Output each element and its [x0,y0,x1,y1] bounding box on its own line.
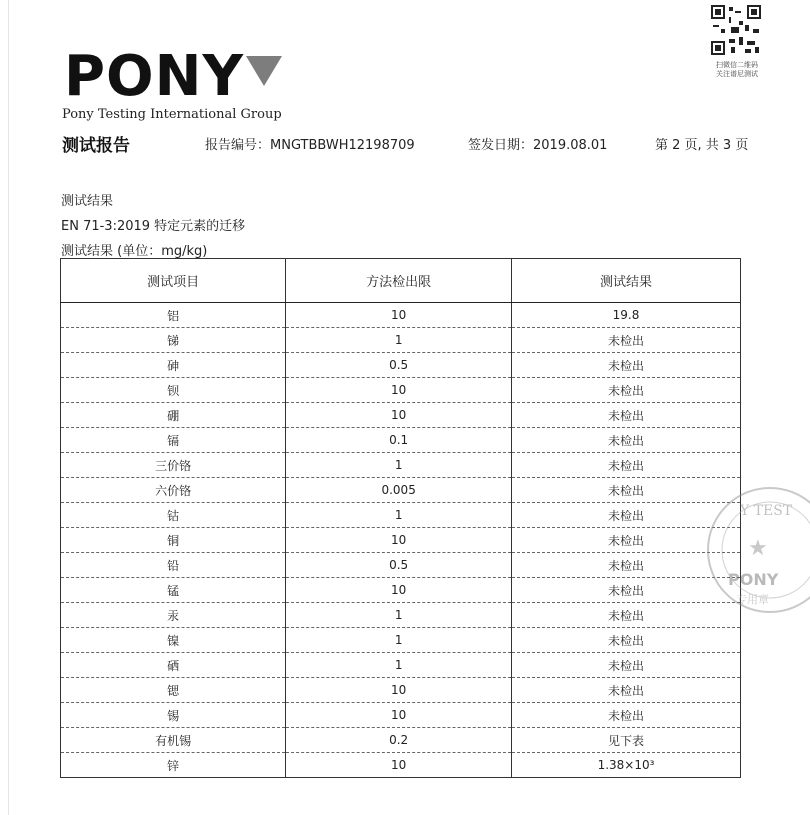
cell-test-result: 未检出 [511,503,740,528]
cell-detection-limit: 1 [286,603,512,628]
cell-test-item: 硼 [61,403,286,428]
cell-test-result: 未检出 [511,328,740,353]
section-heading: 测试结果 [61,194,114,209]
table-row [61,528,741,553]
cell-detection-limit: 0.005 [286,478,512,503]
svg-text:★: ★ [748,536,768,561]
stamp-text-top: Y TEST [740,503,793,519]
logo-triangle-icon [246,56,282,86]
unit-label: 测试结果 (单位：mg/kg) [61,244,208,259]
cell-test-result: 未检出 [511,628,740,653]
table-row [61,678,741,703]
cell-test-item: 钡 [61,378,286,403]
cell-detection-limit: 1 [286,503,512,528]
cell-detection-limit: 1 [286,328,512,353]
table-row [61,603,741,628]
table-row [61,478,741,503]
cell-test-result: 未检出 [511,678,740,703]
page-fold-line [8,0,9,815]
logo-wordmark: PONY [64,44,245,109]
cell-detection-limit: 0.5 [286,353,512,378]
cell-detection-limit: 1 [286,628,512,653]
column-header-item: 测试项目 [61,259,286,303]
table-row [61,428,741,453]
cell-test-item: 钴 [61,503,286,528]
cell-test-item: 镉 [61,428,286,453]
cell-test-item: 锰 [61,578,286,603]
cell-test-result: 未检出 [511,428,740,453]
table-row [61,403,741,428]
cell-test-result: 未检出 [511,353,740,378]
issue-date: 签发日期：2019.08.01 [468,138,608,153]
table-row [61,303,741,328]
cell-test-item: 硒 [61,653,286,678]
table-row [61,378,741,403]
table-row [61,353,741,378]
cell-test-item: 砷 [61,353,286,378]
official-seal-stamp [700,485,810,615]
cell-detection-limit: 10 [286,753,512,778]
cell-test-result: 未检出 [511,453,740,478]
cell-detection-limit: 10 [286,303,512,328]
table-row [61,753,741,778]
cell-test-result: 见下表 [511,728,740,753]
cell-test-item: 镍 [61,628,286,653]
report-title: 测试报告 [62,136,130,156]
cell-test-result: 未检出 [511,603,740,628]
cell-test-result: 未检出 [511,703,740,728]
stamp-text-mid: PONY [728,570,779,589]
test-standard: EN 71-3:2019 特定元素的迁移 [61,219,246,234]
company-name: Pony Testing International Group [62,107,282,122]
cell-test-item: 铝 [61,303,286,328]
table-row [61,728,741,753]
cell-test-result: 未检出 [511,653,740,678]
table-header-row [61,259,741,303]
cell-test-result: 未检出 [511,478,740,503]
cell-test-result: 未检出 [511,553,740,578]
cell-test-item: 锌 [61,753,286,778]
cell-test-item: 汞 [61,603,286,628]
cell-detection-limit: 10 [286,703,512,728]
cell-test-item: 铅 [61,553,286,578]
cell-test-item: 三价铬 [61,453,286,478]
column-header-limit: 方法检出限 [286,259,512,303]
table-row [61,628,741,653]
cell-test-item: 锶 [61,678,286,703]
cell-test-item: 有机锡 [61,728,286,753]
table-row [61,328,741,353]
stamp-text-bottom: 专用章 [736,593,769,606]
cell-detection-limit: 0.1 [286,428,512,453]
report-number: 报告编号：MNGTBBWH12198709 [205,138,415,153]
cell-detection-limit: 10 [286,403,512,428]
cell-test-result: 1.38×10³ [511,753,740,778]
qr-caption: 扫微信二维码 关注谱尼测试 [716,61,758,78]
table-row [61,703,741,728]
cell-detection-limit: 10 [286,528,512,553]
cell-test-item: 六价铬 [61,478,286,503]
cell-detection-limit: 10 [286,678,512,703]
page-info: 第 2 页, 共 3 页 [655,138,749,153]
cell-test-item: 铜 [61,528,286,553]
cell-test-result: 未检出 [511,403,740,428]
table-row [61,578,741,603]
cell-detection-limit: 10 [286,378,512,403]
cell-detection-limit: 0.5 [286,553,512,578]
results-table [60,258,741,778]
column-header-result: 测试结果 [511,259,740,303]
cell-test-result: 未检出 [511,528,740,553]
cell-detection-limit: 0.2 [286,728,512,753]
qr-code-icon [711,5,761,55]
cell-detection-limit: 1 [286,653,512,678]
table-body [61,303,741,778]
cell-test-result: 未检出 [511,378,740,403]
table-row [61,553,741,578]
cell-test-result: 未检出 [511,578,740,603]
table-row [61,453,741,478]
cell-detection-limit: 1 [286,453,512,478]
table-row [61,503,741,528]
cell-test-item: 锡 [61,703,286,728]
cell-test-item: 锑 [61,328,286,353]
cell-test-result: 19.8 [511,303,740,328]
table-row [61,653,741,678]
cell-detection-limit: 10 [286,578,512,603]
